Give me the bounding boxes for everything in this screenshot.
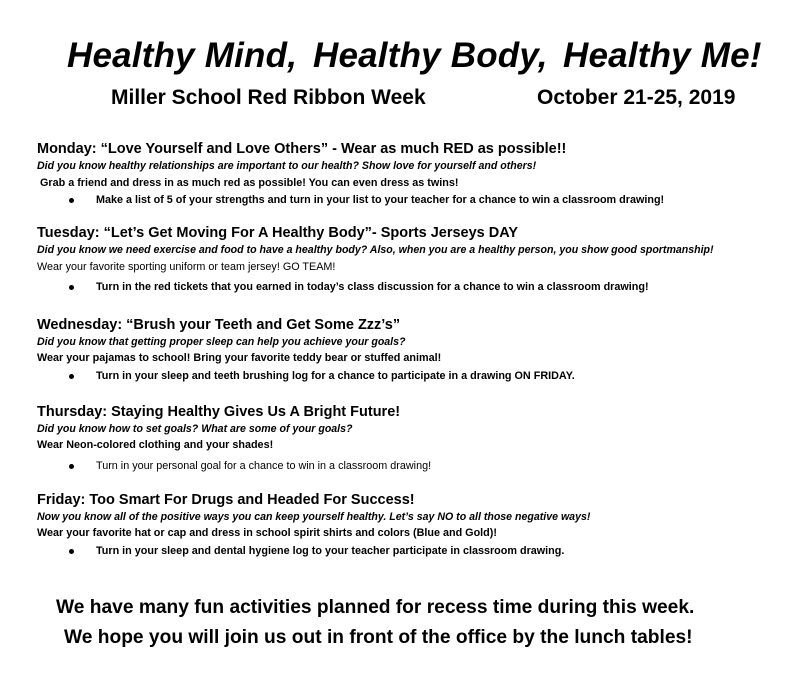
day-heading: Tuesday: “Let’s Get Moving For A Healthy Body”- Sports Jerseys DAY (37, 225, 519, 241)
day-note: Did you know healthy relationships are important to our health? Show love for yourself and others! (37, 160, 537, 172)
event-dates: October 21-25, 2019 (537, 86, 736, 109)
day-dress-instruction: Wear your pajamas to school! Bring your favorite teddy bear or stuffed animal! (37, 352, 442, 364)
closing-message-line-1: We have many fun activities planned for recess time during this week. (56, 597, 695, 618)
page-title-mind: Healthy Mind, (67, 36, 298, 75)
day-activity: Make a list of 5 of your strengths and turn in your list to your teacher for a chance to win a classroom drawing! (96, 194, 665, 206)
day-dress-instruction: Wear your favorite sporting uniform or team jersey! GO TEAM! (37, 261, 336, 273)
day-activity: Turn in your sleep and dental hygiene log to your teacher participate in classroom drawing. (96, 545, 565, 557)
day-activity: Turn in your personal goal for a chance to win in a classroom drawing! (96, 460, 432, 472)
day-note: Did you know we need exercise and food to have a healthy body? Also, when you are a healthy person, you show good sportmanship! (37, 244, 714, 256)
day-heading: Wednesday: “Brush your Teeth and Get Some Zzz’s” (37, 317, 401, 333)
event-name: Miller School Red Ribbon Week (111, 86, 426, 109)
day-heading: Monday: “Love Yourself and Love Others” - Wear as much RED as possible!! (37, 141, 567, 157)
day-dress-instruction: Grab a friend and dress in as much red as possible! You can even dress as twins! (40, 177, 459, 189)
day-note: Now you know all of the positive ways you can keep yourself healthy. Let’s say NO to all those negative ways! (37, 511, 591, 523)
day-note: Did you know how to set goals? What are some of your goals? (37, 423, 353, 435)
day-dress-instruction: Wear Neon-colored clothing and your shades! (37, 439, 274, 451)
bullet-icon (69, 285, 74, 290)
bullet-icon (69, 374, 74, 379)
bullet-icon (69, 198, 74, 203)
day-dress-instruction: Wear your favorite hat or cap and dress in school spirit shirts and colors (Blue and Gold)! (37, 527, 497, 539)
day-note: Did you know that getting proper sleep can help you achieve your goals? (37, 336, 406, 348)
day-heading: Friday: Too Smart For Drugs and Headed For Success! (37, 492, 415, 508)
closing-message-line-2: We hope you will join us out in front of the office by the lunch tables! (64, 627, 693, 648)
day-activity: Turn in the red tickets that you earned in today’s class discussion for a chance to win a classroom drawing! (96, 281, 649, 293)
bullet-icon (69, 464, 74, 469)
bullet-icon (69, 549, 74, 554)
page-title-me: Healthy Me! (563, 36, 762, 75)
day-activity: Turn in your sleep and teeth brushing log for a chance to participate in a drawing ON FRIDAY. (96, 370, 575, 382)
day-heading: Thursday: Staying Healthy Gives Us A Bright Future! (37, 404, 401, 420)
page-title-body: Healthy Body, (313, 36, 548, 75)
